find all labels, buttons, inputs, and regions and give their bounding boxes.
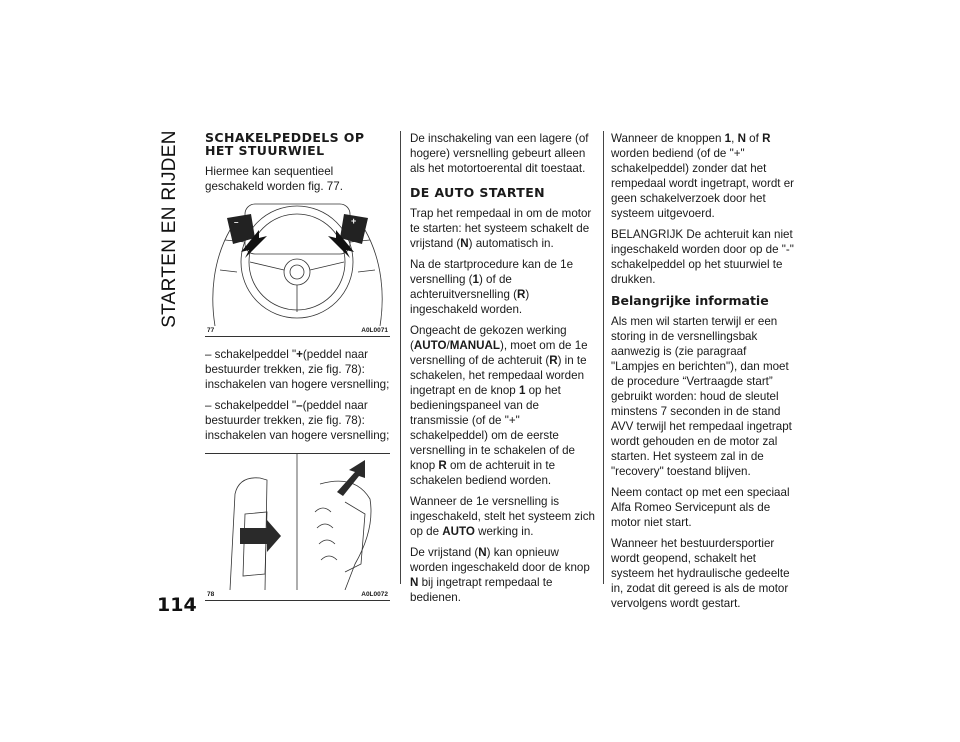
text: Wanneer de 1e versnelling is ingeschakeld, stelt het systeem zich op de — [410, 495, 595, 538]
column-1 — [205, 131, 390, 611]
steering-hub — [284, 259, 310, 285]
bold-text: R — [549, 354, 558, 367]
figure-number: 78 — [207, 591, 215, 598]
text: – schakelpeddel " — [205, 399, 297, 412]
column-2 — [410, 131, 596, 611]
bold-text: N — [410, 576, 419, 589]
steering-wheel-illustration — [205, 200, 390, 326]
figure-number: 77 — [207, 327, 215, 334]
bold-symbol: + — [296, 348, 303, 361]
section-heading: DE AUTO STARTEN — [410, 185, 546, 200]
bold-text: MANUAL — [449, 339, 500, 352]
alfa-badge — [290, 265, 304, 279]
text: of — [745, 132, 763, 145]
shift-paddle-left — [227, 214, 255, 244]
paragraph: Wanneer het bestuurdersportier wordt geopend, schakelt het systeem het hydraulische gedeelte in, zodat dit gereed is als de motor vervolgens wordt gestart. — [611, 537, 790, 610]
paragraph — [410, 545, 596, 605]
paragraph — [410, 323, 596, 488]
paddle-plus-label: + — [351, 216, 357, 226]
instrument-cluster — [245, 204, 350, 254]
column-divider — [603, 131, 604, 584]
text: Wanneer de knoppen — [611, 132, 725, 145]
section-heading: SCHAKELPEDDELS OP HET STUURWIEL — [205, 130, 365, 158]
paragraph: Als men wil starten terwijl er een storing in de versnellingsbak aanwezig is (zie paragraaf "Lampjes en berichten"), dan moet de procedure “Vertraagde start” gebruikt worden: houd de sleutel minstens 7 seconden in de stand AVV terwijl het rempedaal ingetrapt wordt gehouden en de motor zal starten. Het systeem zal in de "recovery" toestand blijven. — [611, 315, 792, 478]
bold-text: AUTO — [413, 339, 447, 352]
bold-text: N — [737, 132, 746, 145]
section-heading: Belangrijke informatie — [611, 293, 769, 308]
text: worden bediend (of de "+" schakelpeddel) zonder dat het rempedaal wordt ingetrapt, wordt er geen schakelverzoek door het systeem uitgevoerd. — [611, 147, 795, 220]
text: werking in. — [474, 525, 534, 538]
bold-text: N — [460, 237, 469, 250]
list-item — [205, 347, 390, 392]
text: Trap het rempedaal in om de motor te starten: het systeem schakelt de vrijstand ( — [410, 207, 592, 250]
text: ) ingeschakeld worden. — [410, 288, 530, 316]
text: De vrijstand ( — [410, 546, 479, 559]
bold-text: AUTO — [442, 525, 475, 538]
paragraph — [410, 494, 596, 539]
bold-text: 1 — [472, 273, 479, 286]
paragraph — [410, 206, 596, 251]
text: Ongeacht de gekozen werking ( — [410, 324, 567, 352]
column-divider — [400, 131, 401, 584]
list-item — [205, 398, 390, 443]
dash-line — [213, 230, 230, 326]
text: , — [731, 132, 738, 145]
text: Na de startprocedure kan de 1e versnelling ( — [410, 258, 574, 286]
paragraph — [611, 131, 797, 221]
arrow-up-icon — [337, 460, 365, 496]
text: ) kan opnieuw worden ingeschakeld door de knop — [410, 546, 590, 574]
paddle-hand-illustration — [205, 454, 390, 590]
bold-text: R — [762, 132, 771, 145]
text: om de achteruit in te schakelen bediend worden. — [410, 459, 556, 487]
bold-text: 1 — [724, 132, 732, 145]
fingers — [315, 508, 337, 560]
side-title-text: STARTEN EN RIJDEN — [159, 130, 180, 328]
text: ), moet om de 1e versnelling of de achteruit ( — [410, 339, 588, 367]
figure-code: A0L0072 — [361, 591, 388, 598]
figure-77 — [205, 200, 390, 337]
bold-symbol: – — [296, 399, 303, 412]
page-number: 114 — [157, 594, 197, 616]
bold-text: 1 — [518, 384, 526, 397]
paragraph: Neem contact op met een speciaal Alfa Romeo Servicepunt als de motor niet start. — [611, 486, 790, 529]
text: / — [446, 339, 450, 352]
figure-code: A0L0071 — [361, 327, 388, 334]
section-side-title — [152, 130, 188, 328]
text: (peddel naar bestuurder trekken, zie fig. 78): inschakelen van hogere versnelling; — [205, 348, 390, 391]
bold-text: R — [438, 459, 447, 472]
text: (peddel naar bestuurder trekken, zie fig. 78): inschakelen van hogere versnelling; — [205, 399, 390, 442]
bold-text: R — [516, 288, 526, 301]
text: – schakelpeddel " — [205, 348, 297, 361]
paddle-minus-label: – — [234, 218, 239, 227]
text: ) of de achteruitversnelling ( — [410, 273, 517, 301]
intro-paragraph: Hiermee kan sequentieel geschakeld worden fig. 77. — [205, 165, 343, 193]
text: bij ingetrapt rempedaal te bedienen. — [410, 576, 553, 604]
arrow-push-icon — [240, 520, 281, 552]
figure-78 — [205, 453, 390, 601]
column-3 — [611, 131, 797, 617]
text: op het bedieningspaneel van de transmissie (of de "+" schakelpeddel) om de eerste versnelling in te schakelen of de knop — [410, 384, 575, 472]
paragraph — [410, 257, 596, 317]
text: ) automatisch in. — [468, 237, 554, 250]
paragraph: De inschakeling van een lagere (of hogere) versnelling gebeurt alleen als het motortoerental dit toestaat. — [410, 132, 589, 175]
paragraph: BELANGRIJK De achteruit kan niet ingeschakeld worden door op de "-" schakelpeddel op het stuurwiel te drukken. — [611, 228, 794, 286]
bold-text: N — [478, 546, 487, 559]
dash-line — [365, 230, 382, 326]
text: ) in te schakelen, het rempedaal worden ingetrapt en de knop — [410, 354, 587, 397]
